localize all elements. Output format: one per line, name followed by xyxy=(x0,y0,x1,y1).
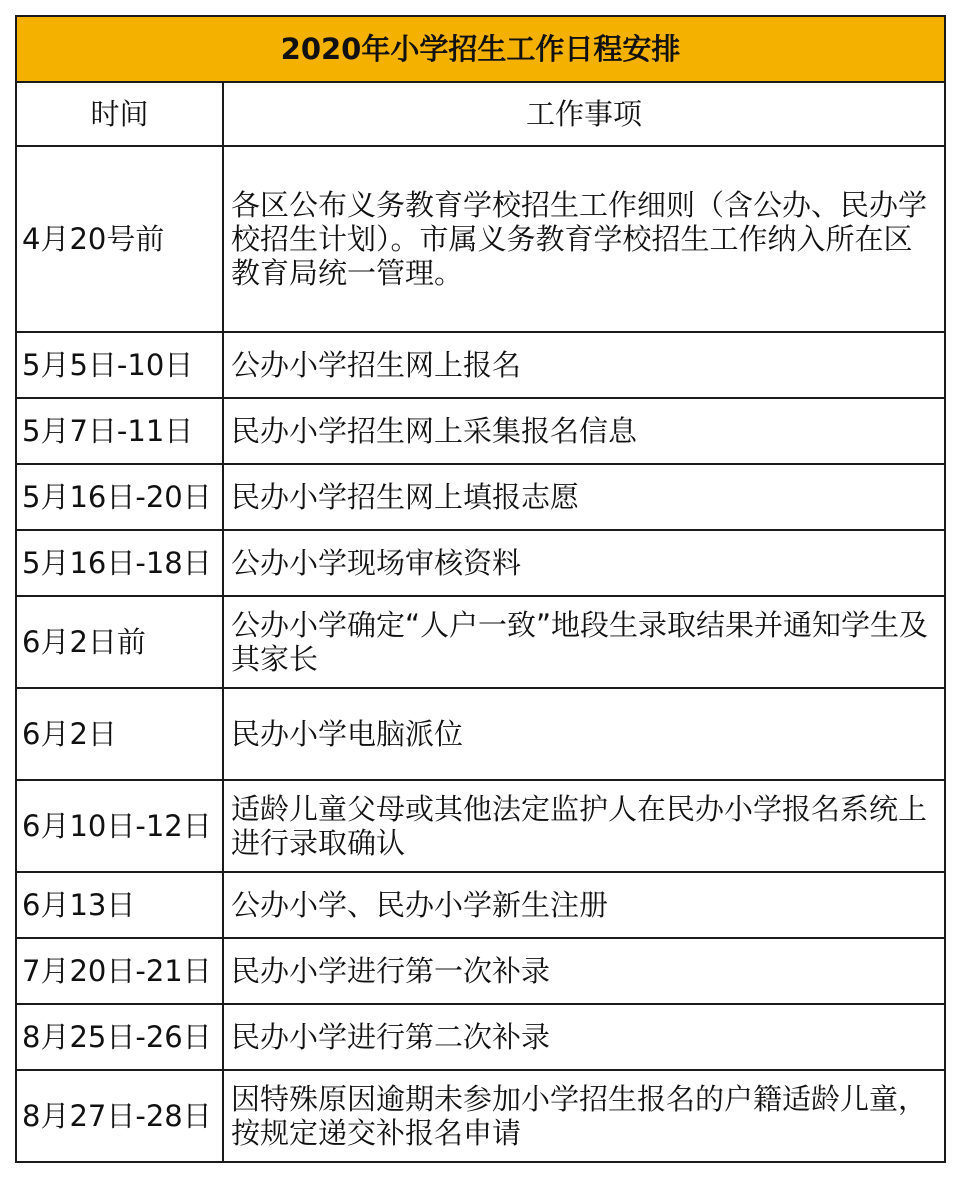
table-title: 2020年小学招生工作日程安排 xyxy=(16,16,945,82)
header-time: 时间 xyxy=(16,82,223,146)
table-row xyxy=(16,464,945,530)
table-row xyxy=(16,530,945,596)
table-row xyxy=(16,938,945,1004)
table-row xyxy=(16,780,945,872)
row-time: 7月20日-21日 xyxy=(16,938,223,1004)
row-task: 各区公布义务教育学校招生工作细则（含公办、民办学校招生计划）。市属义务教育学校招生工作纳入所在区教育局统一管理。 xyxy=(223,146,945,332)
row-task: 民办小学招生网上采集报名信息 xyxy=(223,398,945,464)
row-time: 8月27日-28日 xyxy=(16,1070,223,1162)
row-time: 6月2日前 xyxy=(16,596,223,688)
row-time: 6月10日-12日 xyxy=(16,780,223,872)
table-row xyxy=(16,146,945,332)
row-task: 适龄儿童父母或其他法定监护人在民办小学报名系统上进行录取确认 xyxy=(223,780,945,872)
row-time: 6月2日 xyxy=(16,688,223,780)
row-time: 6月13日 xyxy=(16,872,223,938)
row-task: 民办小学电脑派位 xyxy=(223,688,945,780)
table-row xyxy=(16,1070,945,1162)
row-task: 民办小学招生网上填报志愿 xyxy=(223,464,945,530)
row-time: 5月7日-11日 xyxy=(16,398,223,464)
row-task: 民办小学进行第一次补录 xyxy=(223,938,945,1004)
title-row xyxy=(16,16,945,82)
row-time: 5月5日-10日 xyxy=(16,332,223,398)
schedule-table xyxy=(15,15,946,1163)
row-task: 因特殊原因逾期未参加小学招生报名的户籍适龄儿童，按规定递交补报名申请 xyxy=(223,1070,945,1162)
table-row xyxy=(16,332,945,398)
row-task: 民办小学进行第二次补录 xyxy=(223,1004,945,1070)
row-task: 公办小学现场审核资料 xyxy=(223,530,945,596)
row-time: 4月20号前 xyxy=(16,146,223,332)
row-task: 公办小学确定“人户一致”地段生录取结果并通知学生及其家长 xyxy=(223,596,945,688)
row-task: 公办小学、民办小学新生注册 xyxy=(223,872,945,938)
row-task: 公办小学招生网上报名 xyxy=(223,332,945,398)
table-row xyxy=(16,872,945,938)
table-row xyxy=(16,688,945,780)
header-row xyxy=(16,82,945,146)
row-time: 5月16日-18日 xyxy=(16,530,223,596)
table-row xyxy=(16,1004,945,1070)
row-time: 8月25日-26日 xyxy=(16,1004,223,1070)
row-time: 5月16日-20日 xyxy=(16,464,223,530)
header-task: 工作事项 xyxy=(223,82,945,146)
table-row xyxy=(16,398,945,464)
table-row xyxy=(16,596,945,688)
